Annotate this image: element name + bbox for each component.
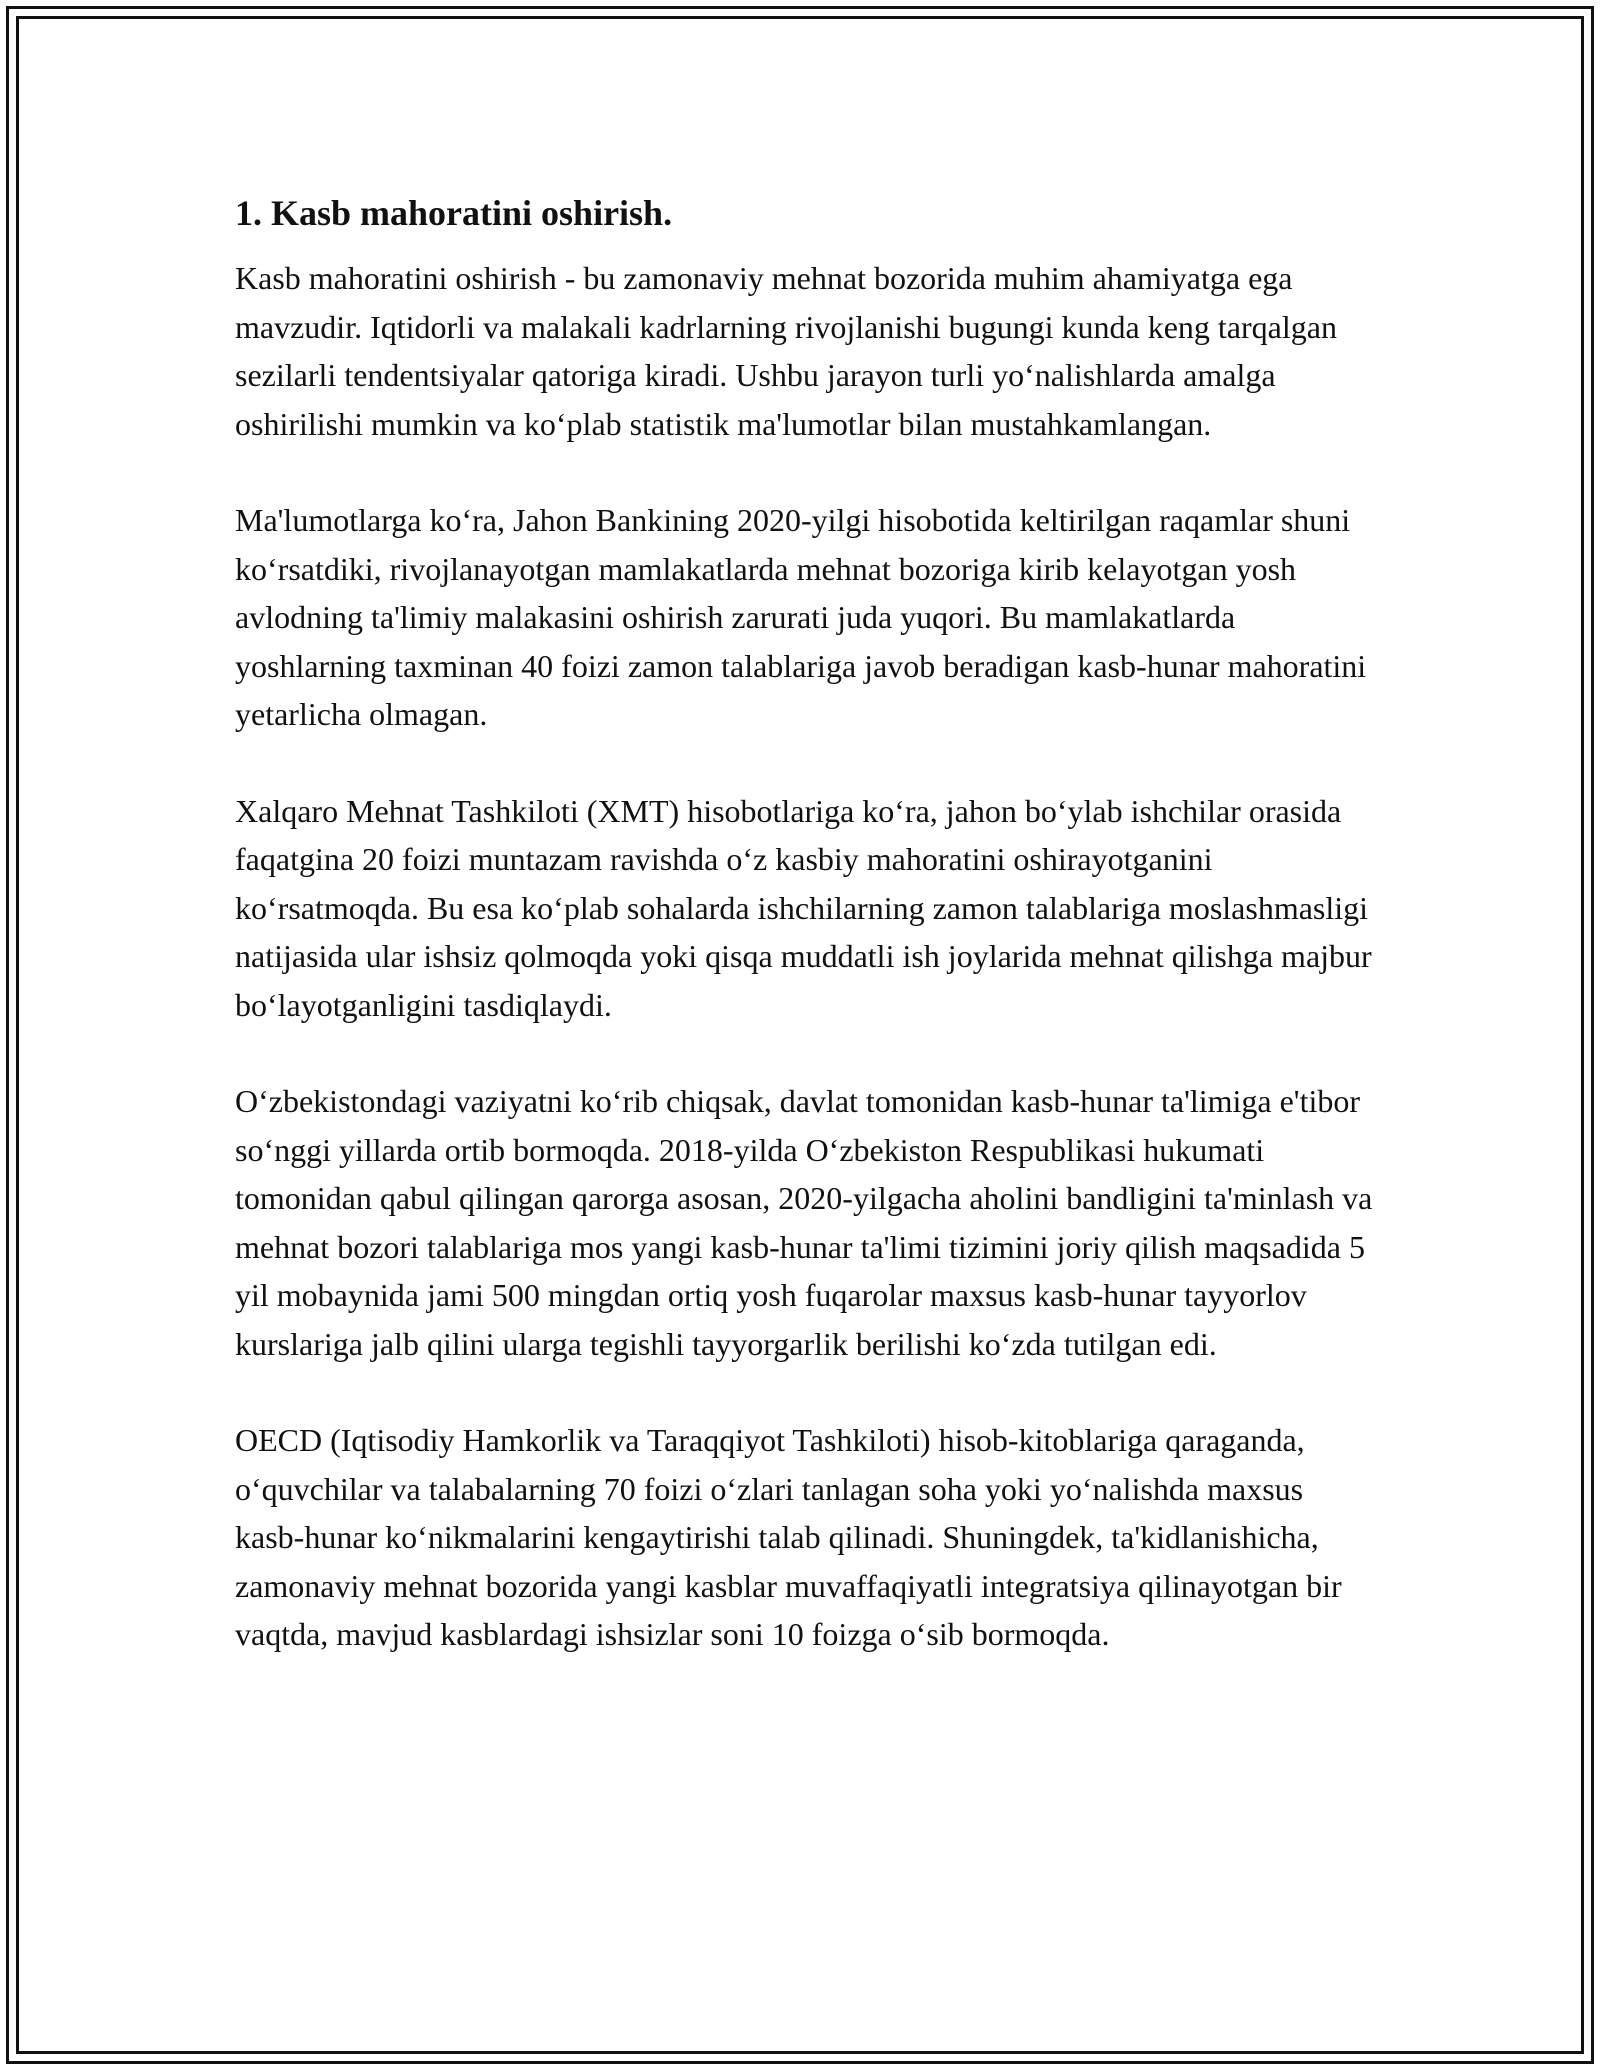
paragraph-ilo: Xalqaro Mehnat Tashkiloti (XMT) hisobotlariga ko‘ra, jahon bo‘ylab ishchilar orasida faqatgina 20 foizi muntazam ravishda o‘z kasbiy mahoratini oshirayotganini ko‘rsatmoqda. Bu esa ko‘plab sohalarda ishchilarning zamon talablariga moslashmasligi natijasida ular ishsiz qolmoqda yoki qisqa muddatli ish joylarida mehnat qilishga majbur bo‘layotganligini tasdiqlaydi.	[235, 792, 1372, 1023]
document-body	[235, 184, 1375, 1659]
paragraph-world-bank: Ma'lumotlarga ko‘ra, Jahon Bankining 2020-yilgi hisobotida keltirilgan raqamlar shuni ko‘rsatdiki, rivojlanayotgan mamlakatlarda mehnat bozoriga kirib kelayotgan yosh avlodning ta'limiy malakasini oshirish zarurati juda yuqori. Bu mamlakatlarda yoshlarning taxminan 40 foizi zamon talablariga javob beradigan kasb-hunar mahoratini yetarlicha olmagan.	[235, 502, 1367, 732]
section-heading: 1. Kasb mahoratini oshirish.	[235, 193, 673, 233]
paragraph-intro: Kasb mahoratini oshirish - bu zamonaviy mehnat bozorida muhim ahamiyatga ega mavzudir. Iqtidorli va malakali kadrlarning rivojlanishi bugungi kunda keng tarqalgan sezilarli tendentsiyalar qatoriga kiradi. Ushbu jarayon turli yo‘nalishlarda amalga oshirilishi mumkin va ko‘plab statistik ma'lumotlar bilan mustahkamlangan.	[235, 260, 1337, 442]
paragraph-oecd: OECD (Iqtisodiy Hamkorlik va Taraqqiyot Tashkiloti) hisob-kitoblariga qaraganda, o‘quvchilar va talabalarning 70 foizi o‘zlari tanlagan soha yoki yo‘nalishda maxsus kasb-hunar ko‘nikmalarini kengaytirishi talab qilinadi. Shuningdek, ta'kidlanishicha, zamonaviy mehnat bozorida yangi kasblar muvaffaqiyatli integratsiya qilinayotgan bir vaqtda, mavjud kasblardagi ishsizlar soni 10 foizga o‘sib bormoqda.	[235, 1422, 1342, 1652]
paragraph-uzbekistan: O‘zbekistondagi vaziyatni ko‘rib chiqsak, davlat tomonidan kasb-hunar ta'limiga e'tibor so‘nggi yillarda ortib bormoqda. 2018-yilda O‘zbekiston Respublikasi hukumati tomonidan qabul qilingan qarorga asosan, 2020-yilgacha aholini bandligini ta'minlash va mehnat bozori talablariga mos yangi kasb-hunar ta'limi tizimini joriy qilish maqsadida 5 yil mobaynida jami 500 mingdan ortiq yosh fuqarolar maxsus kasb-hunar tayyorlov kurslariga jalb qilini ularga tegishli tayyorgarlik berilishi ko‘zda tutilgan edi.	[235, 1083, 1373, 1362]
